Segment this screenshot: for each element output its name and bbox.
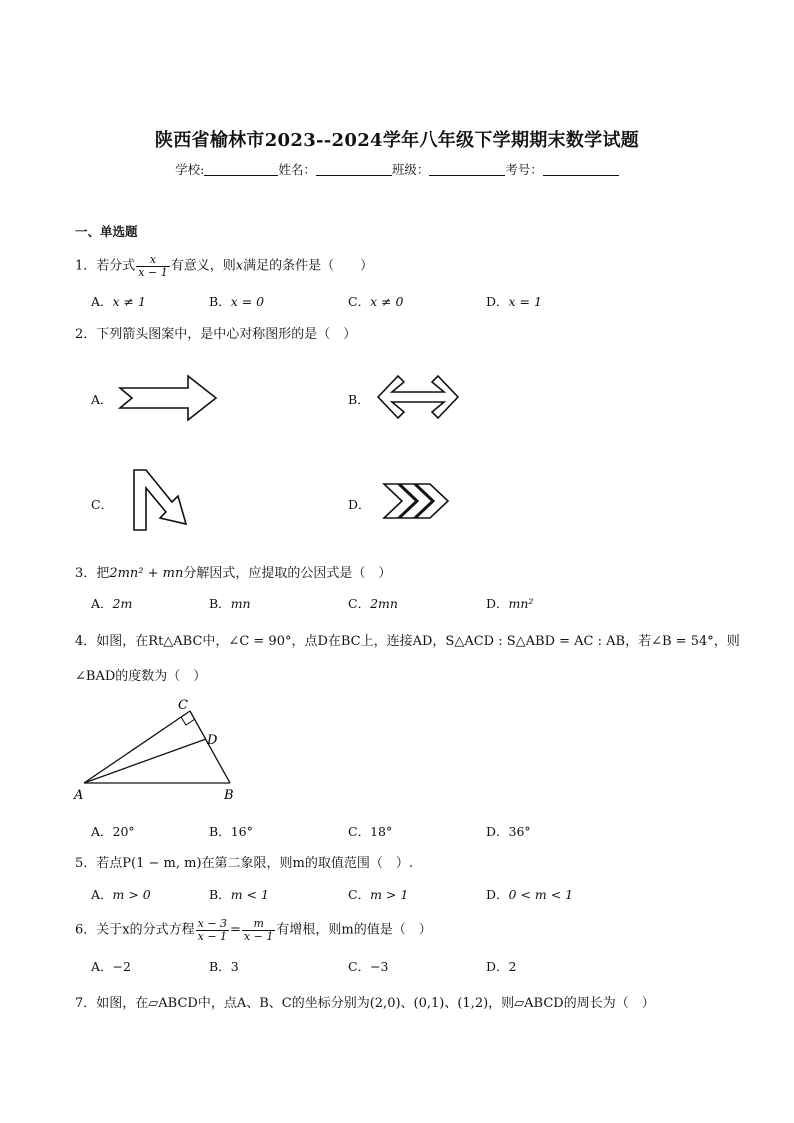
option-text: 36° <box>508 824 531 839</box>
option-label: B． <box>209 824 231 839</box>
chevron-arrow-figure <box>380 480 454 522</box>
q1-option-b[interactable] <box>209 292 264 310</box>
section-heading: 一、单选题 <box>75 224 138 239</box>
exam-no-blank[interactable] <box>543 163 619 176</box>
option-text: 2m <box>112 596 133 611</box>
q6-option-a[interactable] <box>91 957 131 975</box>
option-label: A． <box>91 959 113 974</box>
q6-option-d[interactable] <box>486 957 516 975</box>
q6-text-pre: 关于x的分式方程 <box>96 922 195 938</box>
q4-option-a[interactable] <box>91 822 135 840</box>
name-blank[interactable] <box>316 163 392 176</box>
q3-expression: 2mn² + mn <box>109 566 184 581</box>
option-label: D． <box>486 887 509 902</box>
option-label: D． <box>486 959 509 974</box>
q4-text-line2: ∠BAD的度数为（ ） <box>75 669 207 684</box>
option-label: B． <box>209 887 231 902</box>
school-label: 学校: <box>175 162 205 177</box>
q3-text-post: 分解因式，应提取的公因式是（ ） <box>183 566 392 581</box>
option-text: x ≠ 1 <box>112 294 146 309</box>
option-text: 20° <box>112 824 135 839</box>
option-text: mn² <box>508 596 534 611</box>
question-number: 6． <box>75 922 97 938</box>
question-number: 3． <box>75 566 97 581</box>
option-label: B． <box>209 959 231 974</box>
page-title: 陕西省榆林市2023--2024学年八年级下学期期末数学试题 <box>154 130 640 151</box>
option-label: B． <box>209 294 231 309</box>
question-number: 4． <box>75 634 97 649</box>
q3-option-c[interactable] <box>348 594 398 612</box>
option-text: 0 < m < 1 <box>508 887 574 902</box>
option-label: D． <box>486 824 509 839</box>
q4-option-c[interactable] <box>348 822 392 840</box>
option-label: C． <box>348 959 371 974</box>
q5-option-d[interactable] <box>486 885 573 903</box>
q6-frac2-numerator: m <box>242 918 275 931</box>
q2-option-a[interactable] <box>91 390 113 408</box>
option-label: C． <box>348 294 371 309</box>
q1-frac-numerator: x <box>136 254 169 267</box>
question-4-line2 <box>75 665 206 684</box>
option-label: D． <box>486 294 509 309</box>
q4-option-d[interactable] <box>486 822 531 840</box>
option-text: −3 <box>370 959 389 974</box>
q1-text-post: 满足的条件是（ ） <box>243 258 374 274</box>
option-text: mn <box>230 596 251 611</box>
option-label: A． <box>91 887 113 902</box>
class-blank[interactable] <box>429 163 505 176</box>
question-number: 2． <box>75 327 97 342</box>
q1-fraction <box>136 254 169 278</box>
q6-frac1-denominator: x − 1 <box>197 929 228 943</box>
option-label: B． <box>209 596 231 611</box>
option-text: x = 1 <box>508 294 542 309</box>
option-text: −2 <box>112 959 131 974</box>
question-6 <box>75 918 432 942</box>
bent-arrow-figure <box>128 466 192 534</box>
option-label: A． <box>91 392 113 407</box>
option-text: 2 <box>508 959 517 974</box>
question-number: 7． <box>75 996 97 1011</box>
option-label: C． <box>91 497 114 512</box>
option-text: m > 0 <box>112 887 151 902</box>
option-text: 16° <box>230 824 253 839</box>
option-label: D． <box>348 497 371 512</box>
exam-no-label: 考号： <box>505 162 543 177</box>
question-number: 1． <box>75 258 97 274</box>
school-blank[interactable] <box>204 163 278 176</box>
option-text: 18° <box>370 824 393 839</box>
q3-option-b[interactable] <box>209 594 251 612</box>
q2-text: 下列箭头图案中，是中心对称图形的是（ ） <box>96 327 357 342</box>
q3-option-d[interactable] <box>486 594 533 612</box>
question-3 <box>75 562 391 581</box>
name-label: 姓名： <box>278 162 316 177</box>
q2-option-b[interactable] <box>348 390 370 408</box>
option-text: m < 1 <box>230 887 269 902</box>
q6-frac2-denominator: x − 1 <box>243 929 274 943</box>
option-label: B． <box>348 392 370 407</box>
option-text: 3 <box>230 959 239 974</box>
option-label: D． <box>486 596 509 611</box>
class-label: 班级： <box>391 162 430 177</box>
q6-option-c[interactable] <box>348 957 389 975</box>
question-2 <box>75 323 356 342</box>
option-label: A． <box>91 596 113 611</box>
option-label: A． <box>91 294 113 309</box>
q5-text: 若点P(1 − m, m)在第二象限，则m的取值范围（ ）. <box>96 856 413 871</box>
right-arrow-figure <box>118 374 220 422</box>
question-5 <box>75 852 413 871</box>
question-7 <box>75 992 655 1011</box>
q5-option-b[interactable] <box>209 885 269 903</box>
q5-option-c[interactable] <box>348 885 408 903</box>
q4-option-b[interactable] <box>209 822 253 840</box>
triangle-figure <box>70 695 250 807</box>
q3-option-a[interactable] <box>91 594 132 612</box>
option-text: x ≠ 0 <box>370 294 404 309</box>
q5-option-a[interactable] <box>91 885 151 903</box>
q1-option-d[interactable] <box>486 292 542 310</box>
option-text: x = 0 <box>230 294 265 309</box>
question-number: 5． <box>75 856 97 871</box>
q7-text: 如图，在▱ABCD中，点A、B、C的坐标分别为(2,0)、(0,1)、(1,2)，则▱ABCD的周长为（ ） <box>96 996 655 1011</box>
vertex-label-b: B <box>224 788 234 803</box>
double-arrow-figure <box>374 372 462 422</box>
option-text: 2mn <box>370 596 398 611</box>
option-label: C． <box>348 596 371 611</box>
vertex-label-a: A <box>74 788 84 803</box>
q1-text-pre: 若分式 <box>96 258 136 274</box>
question-4 <box>75 630 740 649</box>
q1-option-a[interactable] <box>91 292 146 310</box>
student-info-line <box>0 160 794 178</box>
option-label: A． <box>91 824 113 839</box>
q6-equals: = <box>230 922 241 938</box>
q1-text-mid: 有意义，则 <box>170 258 236 274</box>
q6-frac1-numerator: x − 3 <box>197 917 228 930</box>
vertex-label-d: D <box>207 733 218 748</box>
q2-option-c[interactable] <box>91 495 113 513</box>
q6-option-b[interactable] <box>209 957 239 975</box>
q4-text-line1: 如图，在Rt△ABC中，∠C = 90°，点D在BC上，连接AD，S△ACD : S△ABD = AC : AB，若∠B = 54°，则 <box>96 634 740 649</box>
q1-frac-denominator: x − 1 <box>138 265 168 279</box>
option-label: C． <box>348 887 371 902</box>
q6-fraction-left <box>196 918 229 942</box>
option-label: C． <box>348 824 371 839</box>
q1-var: x <box>235 258 244 274</box>
q3-text-pre: 把 <box>96 566 110 581</box>
q6-fraction-right <box>242 918 275 942</box>
vertex-label-c: C <box>178 698 188 713</box>
q6-text-post: 有增根，则m的值是（ ） <box>276 922 432 938</box>
question-1 <box>75 254 373 278</box>
q2-option-d[interactable] <box>348 495 371 513</box>
option-text: m > 1 <box>370 887 409 902</box>
q1-option-c[interactable] <box>348 292 404 310</box>
